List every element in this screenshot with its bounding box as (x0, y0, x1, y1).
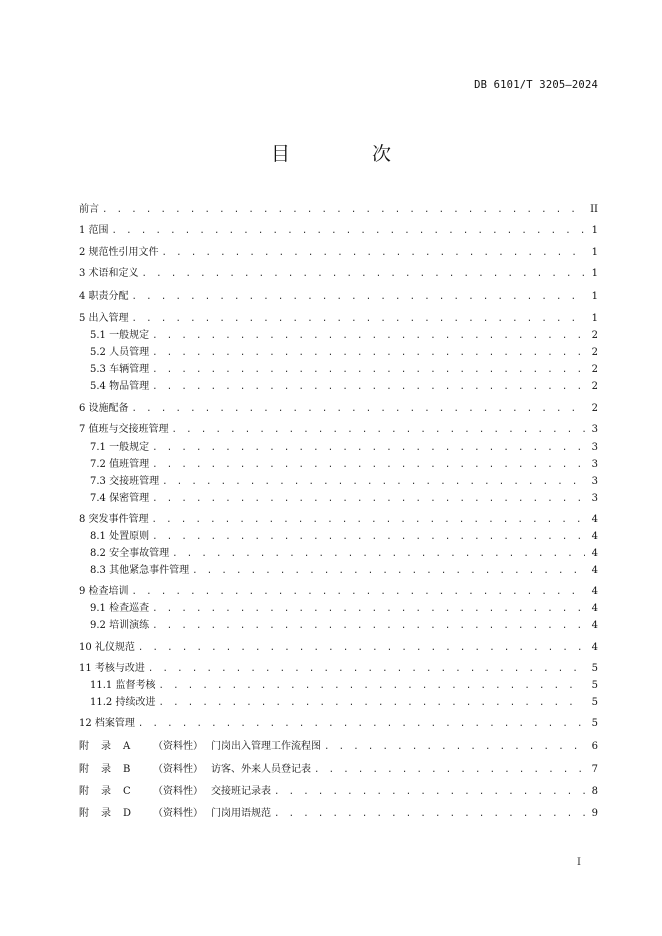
toc-entry-label: 5.1 一般规定 (90, 330, 150, 341)
toc-entry-page: 1 (591, 313, 598, 324)
toc-entry-label: 7.4 保密管理 (90, 493, 150, 504)
toc-entry[interactable] (79, 601, 598, 617)
toc-leader-dots (152, 512, 585, 528)
toc-entry[interactable] (79, 640, 598, 656)
appendix-word-fu: 附 (79, 786, 89, 797)
toc-entry-label: 6 设施配备 (79, 403, 129, 414)
toc-entry-label: 7.2 值班管理 (90, 459, 150, 470)
toc-entry[interactable] (79, 440, 598, 456)
toc-leader-dots (152, 601, 585, 617)
toc-entry-page: 7 (591, 764, 598, 775)
appendix-letter: A (123, 741, 131, 752)
toc-entry-label: 9.2 培训演练 (90, 620, 150, 631)
toc-entry[interactable] (79, 379, 598, 395)
toc-entry-label: 8.3 其他紧急事件管理 (90, 565, 190, 576)
toc-entry[interactable] (79, 345, 598, 361)
toc-entry[interactable] (79, 311, 598, 327)
toc-entry-label: 8.2 安全事故管理 (90, 548, 170, 559)
toc-leader-dots (192, 563, 585, 579)
toc-entry-page: 4 (591, 603, 598, 614)
appendix-kind: （资料性） (153, 764, 203, 775)
toc-entry-page: II (590, 204, 598, 215)
appendix-label (79, 739, 321, 755)
appendix-label (79, 784, 271, 800)
toc-entry-label: 5.3 车辆管理 (90, 364, 150, 375)
toc-leader-dots (112, 223, 585, 239)
toc-entry[interactable] (79, 695, 598, 711)
appendix-kind: （资料性） (153, 808, 203, 819)
toc-entry-label: 7 值班与交接班管理 (79, 424, 169, 435)
toc-entry-label: 前言 (79, 204, 99, 215)
toc-entry-page: 4 (591, 548, 598, 559)
toc-entry-page: 4 (591, 531, 598, 542)
toc-entry-page: 5 (591, 697, 598, 708)
toc-entry-label: 11.2 持续改进 (90, 697, 156, 708)
toc-entry[interactable] (79, 245, 598, 261)
appendix-kind: （资料性） (153, 786, 203, 797)
toc-entry-page: 4 (591, 565, 598, 576)
toc-entry-page: 1 (591, 291, 598, 302)
toc-entry[interactable] (79, 491, 598, 507)
toc-leader-dots (132, 311, 585, 327)
toc-entry-page: 2 (591, 330, 598, 341)
toc-entry-page: 3 (591, 424, 598, 435)
toc-entry-label: 7.1 一般规定 (90, 442, 150, 453)
toc-entry-label: 3 术语和定义 (79, 268, 139, 279)
toc-leader-dots (132, 289, 585, 305)
toc-entry[interactable] (79, 289, 598, 305)
appendix-word-fu: 附 (79, 741, 89, 752)
toc-entry-page: 4 (591, 514, 598, 525)
toc-entry-label: 5 出入管理 (79, 313, 129, 324)
appendix-word-lu: 录 (101, 808, 111, 819)
toc-leader-dots (274, 784, 585, 800)
toc-entry-page: 3 (591, 442, 598, 453)
toc-leader-dots (162, 474, 585, 490)
toc-entry[interactable] (79, 563, 598, 579)
toc-leader-dots (102, 202, 585, 218)
toc-entry-label: 11 考核与改进 (79, 663, 145, 674)
toc-entry-label: 8.1 处置原则 (90, 531, 150, 542)
toc-entry[interactable] (79, 474, 598, 490)
toc-leader-dots (158, 678, 585, 694)
toc-entry[interactable] (79, 422, 598, 438)
toc-entry-page: 8 (591, 786, 598, 797)
toc-entry-page: 1 (591, 247, 598, 258)
toc-entry-label: 2 规范性引用文件 (79, 247, 159, 258)
appendix-word-lu: 录 (101, 741, 111, 752)
toc-appendix-entry[interactable] (79, 784, 598, 800)
toc-entry[interactable] (79, 223, 598, 239)
page-number: I (577, 857, 581, 868)
toc-entry[interactable] (79, 266, 598, 282)
appendix-kind: （资料性） (153, 741, 203, 752)
toc-entry-page: 6 (591, 741, 598, 752)
toc-leader-dots (158, 695, 585, 711)
toc-entry[interactable] (79, 457, 598, 473)
toc-entry-label: 1 范围 (79, 225, 109, 236)
toc-entry-label: 4 职责分配 (79, 291, 129, 302)
toc-leader-dots (172, 546, 585, 562)
toc-leader-dots (152, 618, 585, 634)
page-title: 目 次 (270, 143, 430, 165)
appendix-word-lu: 录 (101, 764, 111, 775)
toc-entry-page: 2 (591, 364, 598, 375)
toc-entry-page: 5 (591, 718, 598, 729)
toc-leader-dots (138, 640, 585, 656)
toc-leader-dots (142, 266, 585, 282)
toc-leader-dots (152, 379, 585, 395)
toc-entry[interactable] (79, 584, 598, 600)
appendix-word-fu: 附 (79, 808, 89, 819)
toc-entry[interactable] (79, 678, 598, 694)
appendix-letter: D (123, 808, 132, 819)
toc-entry[interactable] (79, 661, 598, 677)
toc-leader-dots (148, 661, 585, 677)
toc-entry[interactable] (79, 529, 598, 545)
appendix-title: 门岗出入管理工作流程图 (211, 741, 321, 752)
toc-entry-page: 3 (591, 493, 598, 504)
appendix-label (79, 762, 311, 778)
toc-entry-label: 5.2 人员管理 (90, 347, 150, 358)
toc-entry[interactable] (79, 362, 598, 378)
toc-leader-dots (274, 806, 585, 822)
toc-leader-dots (152, 328, 585, 344)
toc-leader-dots (152, 362, 585, 378)
toc-entry-page: 4 (591, 586, 598, 597)
toc-entry-page: 1 (591, 225, 598, 236)
toc-leader-dots (138, 716, 585, 732)
toc-leader-dots (152, 491, 585, 507)
toc-entry[interactable] (79, 401, 598, 417)
toc-entry-page: 3 (591, 476, 598, 487)
toc-entry[interactable] (79, 716, 598, 732)
toc-entry[interactable] (79, 546, 598, 562)
toc-entry-label: 9 检查培训 (79, 586, 129, 597)
toc-leader-dots (324, 739, 585, 755)
toc-entry-page: 1 (591, 268, 598, 279)
toc-entry[interactable] (79, 618, 598, 634)
toc-entry-page: 4 (591, 642, 598, 653)
toc-entry-label: 8 突发事件管理 (79, 514, 149, 525)
toc-entry-label: 5.4 物品管理 (90, 381, 150, 392)
appendix-title: 访客、外来人员登记表 (211, 764, 311, 775)
appendix-letter: B (123, 764, 131, 775)
toc-entry[interactable] (79, 202, 598, 218)
toc-entry-label: 12 档案管理 (79, 718, 135, 729)
toc-entry[interactable] (79, 512, 598, 528)
toc-entry-page: 4 (591, 620, 598, 631)
toc-leader-dots (132, 401, 585, 417)
toc-entry-page: 5 (591, 663, 598, 674)
toc-leader-dots (162, 245, 585, 261)
toc-leader-dots (172, 422, 585, 438)
toc-entry-page: 5 (591, 680, 598, 691)
toc-entry-label: 11.1 监督考核 (90, 680, 156, 691)
toc-entry-label: 9.1 检查巡查 (90, 603, 150, 614)
appendix-title: 交接班记录表 (211, 786, 271, 797)
toc-entry-page: 2 (591, 381, 598, 392)
toc-leader-dots (132, 584, 585, 600)
appendix-word-fu: 附 (79, 764, 89, 775)
toc-entry-page: 9 (591, 808, 598, 819)
toc-entry-label: 10 礼仪规范 (79, 642, 135, 653)
document-code: DB 6101/T 3205—2024 (474, 79, 598, 91)
toc-appendix-entry[interactable] (79, 762, 598, 778)
toc-leader-dots (152, 529, 585, 545)
toc-entry[interactable] (79, 328, 598, 344)
toc-appendix-entry[interactable] (79, 739, 598, 755)
toc-entry-label: 7.3 交接班管理 (90, 476, 160, 487)
toc-leader-dots (152, 440, 585, 456)
toc-entry-page: 2 (591, 347, 598, 358)
toc-entry-page: 3 (591, 459, 598, 470)
appendix-word-lu: 录 (101, 786, 111, 797)
toc-appendix-entry[interactable] (79, 806, 598, 822)
toc-entry-page: 2 (591, 403, 598, 414)
appendix-title: 门岗用语规范 (211, 808, 271, 819)
toc-leader-dots (314, 762, 585, 778)
appendix-label (79, 806, 271, 822)
toc-leader-dots (152, 345, 585, 361)
toc-leader-dots (152, 457, 585, 473)
appendix-letter: C (123, 786, 131, 797)
